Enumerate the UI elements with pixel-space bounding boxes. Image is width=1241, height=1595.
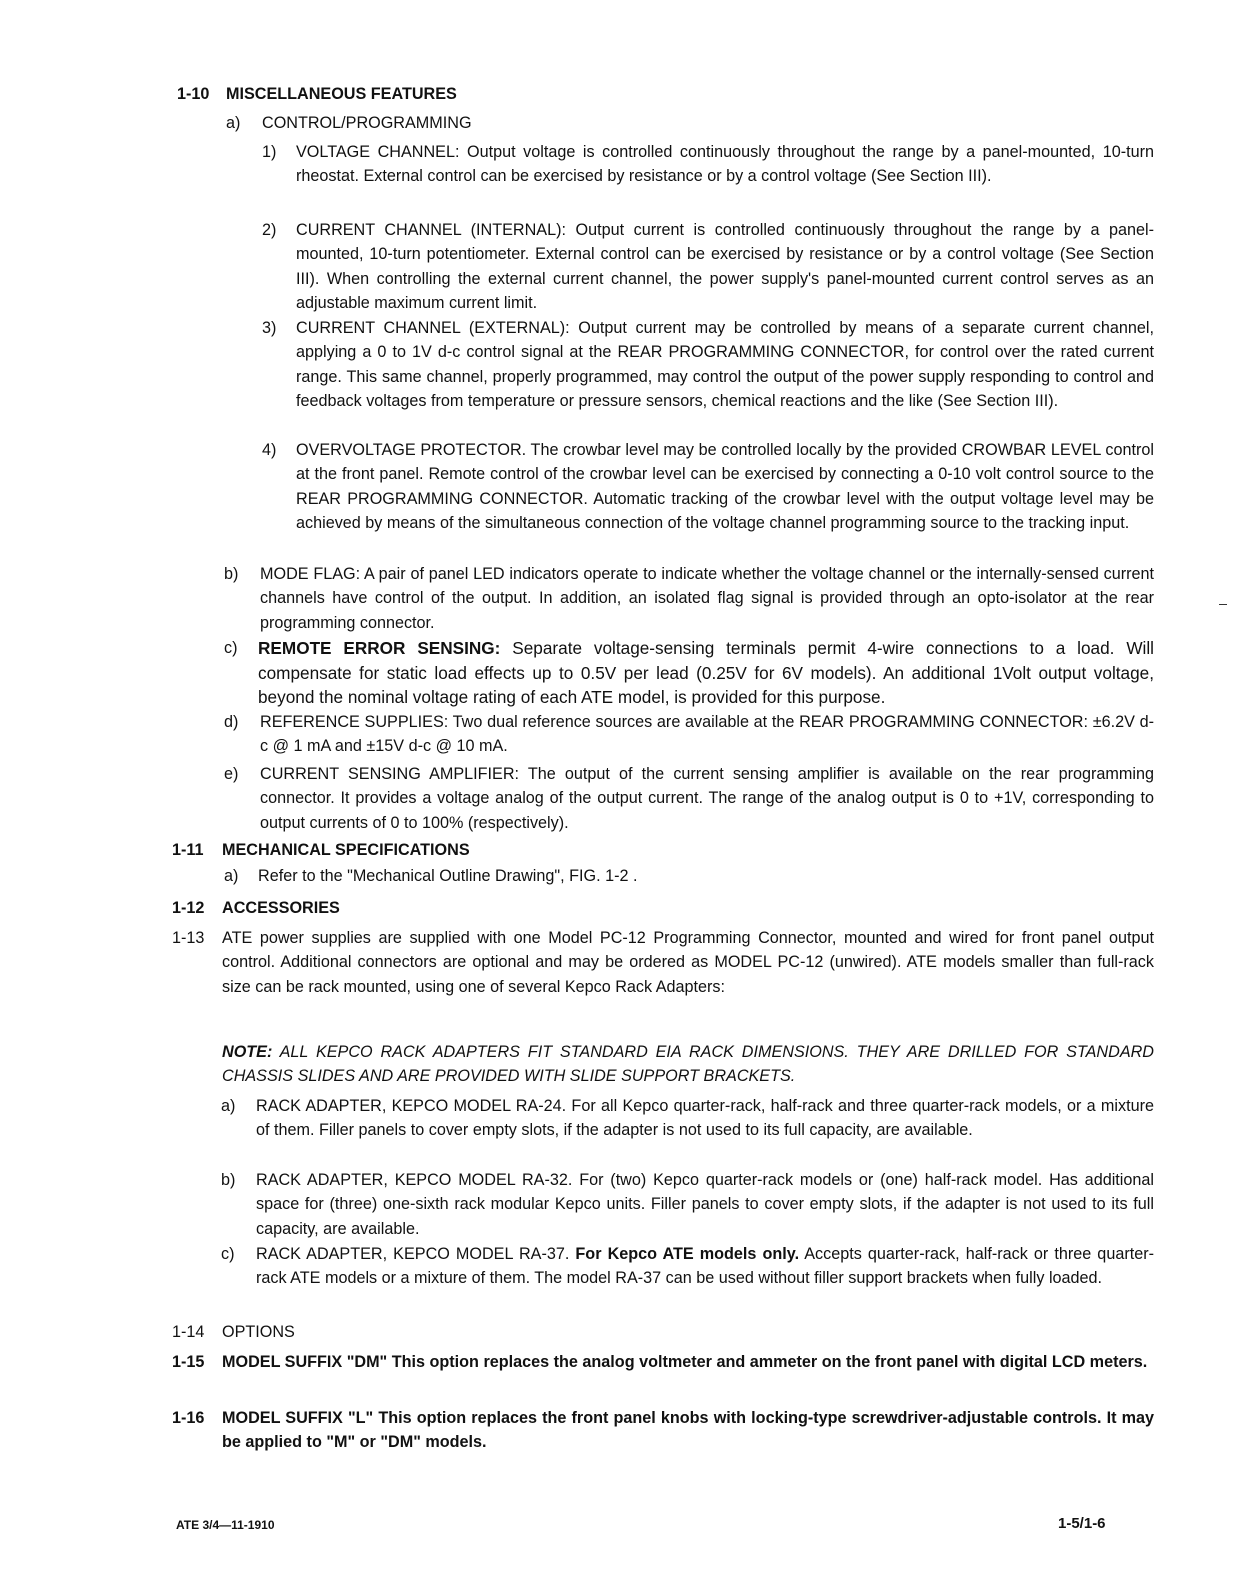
ra-37-intro: RACK ADAPTER, KEPCO MODEL RA-37. [256,1245,576,1263]
item-label: 3) [262,319,277,337]
item-label: b) [224,565,239,583]
section-title-mechanical-specifications: MECHANICAL SPECIFICATIONS [222,841,470,859]
section-number-1-14: 1-14 [172,1323,205,1341]
item-label: e) [224,765,239,783]
section-title-options: OPTIONS [222,1323,295,1341]
paragraph-current-sensing-amplifier: CURRENT SENSING AMPLIFIER: The output of the current sensing amplifier is available on the rear programming connector. It provides a voltage analog of the output current. The range of the analog output is 0 to +1V, corresponding to output currents of 0 to 100% (respectively). [260,765,1154,832]
note-rack-adapters [222,1040,1154,1089]
section-title-accessories: ACCESSORIES [222,899,340,917]
paragraph-current-channel-internal: CURRENT CHANNEL (INTERNAL): Output current is controlled continuously throughout the range by a panel-mounted, 10-turn potentiometer. External control can be exercised by resistance or by a control voltage (See Section III). When controlling the external current channel, the power supply's panel-mounted current control serves as an adjustable maximum current limit. [296,221,1154,313]
section-number-1-15: 1-15 [172,1353,205,1371]
item-label: a) [224,867,239,885]
paragraph-ra-37 [256,1242,1154,1291]
item-label: 2) [262,221,277,239]
paragraph-mode-flag: MODE FLAG: A pair of panel LED indicators operate to indicate whether the voltage channel or the internally-sensed current channels have control of the output. In addition, an isolated flag signal is provided through an opto-isolator at the rear programming connector. [260,565,1154,632]
item-label: 1) [262,143,277,161]
remote-error-sensing-text: Separate voltage-sensing terminals permit 4-wire connections to a load. Will compensate for static load effects up to 0.5V per lead (0.25V for 6V models). An additional 1Volt output voltage, beyond the nominal voltage rating of each ATE model, is provided for this purpose. [258,638,1154,708]
paragraph-remote-error-sensing [258,636,1154,710]
ra-37-bold: For Kepco ATE models only. [575,1245,800,1263]
paragraph-voltage-channel: VOLTAGE CHANNEL: Output voltage is controlled continuously throughout the range by a panel-mounted, 10-turn rheostat. External control can be exercised by resistance or by a control voltage (See Section III). [296,143,1154,186]
paragraph-overvoltage-protector: OVERVOLTAGE PROTECTOR. The crowbar level may be controlled locally by the provided CROWBAR LEVEL control at the front panel. Remote control of the crowbar level can be exercised by connecting a 0-10 volt control source to the REAR PROGRAMMING CONNECTOR. Automatic tracking of the crowbar level with the output voltage level may be achieved by means of the simultaneous connection of the voltage channel programming source to the tracking input. [296,441,1154,533]
section-number-1-13: 1-13 [172,929,205,947]
item-label: c) [224,639,238,657]
paragraph-model-suffix-l: MODEL SUFFIX "L" This option replaces the front panel knobs with locking-type screwdriver-adjustable controls. It may be applied to "M" or "DM" models. [222,1409,1154,1452]
subsection-title-control-programming: CONTROL/PROGRAMMING [262,114,472,132]
paragraph-mechanical-outline: Refer to the "Mechanical Outline Drawing", FIG. 1-2 . [258,867,638,885]
item-label: b) [221,1171,236,1189]
section-number-1-10: 1-10 [177,85,210,103]
footer-page-number: 1-5/1-6 [1058,1515,1106,1532]
ra-37-rest: Accepts quarter-rack, half-rack or three quarter-rack ATE models or a mixture of them. The model RA-37 can be used without filler support brackets when fully loaded. [256,1245,1154,1288]
item-label: c) [221,1245,235,1263]
item-label: a) [226,114,241,132]
remote-error-sensing-heading: REMOTE ERROR SENSING: [258,638,501,658]
paragraph-current-channel-external: CURRENT CHANNEL (EXTERNAL): Output current may be controlled by means of a separate current channel, applying a 0 to 1V d-c control signal at the REAR PROGRAMMING CONNECTOR, for control over the rated current range. This same channel, properly programmed, may control the output of the power supply responding to control and feedback voltages from temperature or pressure sensors, chemical reactions and the like (See Section III). [296,319,1154,411]
paragraph-reference-supplies: REFERENCE SUPPLIES: Two dual reference sources are available at the REAR PROGRAMMING CONNECTOR: ±6.2V d-c @ 1 mA and ±15V d-c @ 10 mA. [260,713,1154,756]
footer-document-id: ATE 3/4—11-1910 [176,1518,275,1532]
paragraph-accessories-intro: ATE power supplies are supplied with one Model PC-12 Programming Connector, mounted and wired for front panel output control. Additional connectors are optional and may be ordered as MODEL PC-12 (unwired). ATE models smaller than full-rack size can be rack mounted, using one of several Kepco Rack Adapters: [222,929,1154,996]
section-number-1-16: 1-16 [172,1409,205,1427]
paragraph-model-suffix-dm: MODEL SUFFIX "DM" This option replaces the analog voltmeter and ammeter on the front panel with digital LCD meters. [222,1353,1148,1371]
section-number-1-11: 1-11 [172,841,204,859]
note-label: NOTE: [222,1043,273,1061]
paragraph-ra-24: RACK ADAPTER, KEPCO MODEL RA-24. For all Kepco quarter-rack, half-rack and three quarter-rack models, or a mixture of them. Filler panels to cover empty slots, if the adapter is not used to its full capacity, are available. [256,1097,1154,1140]
item-label: d) [224,713,239,731]
paragraph-ra-32: RACK ADAPTER, KEPCO MODEL RA-32. For (two) Kepco quarter-rack models or (one) half-rack model. Has additional space for (three) one-sixth rack modular Kepco units. Filler panels to cover empty slots, if the adapter is not used to its full capacity, are available. [256,1171,1154,1238]
item-label: a) [221,1097,236,1115]
margin-mark [1219,604,1227,605]
section-number-1-12: 1-12 [172,899,205,917]
item-label: 4) [262,441,277,459]
note-text: ALL KEPCO RACK ADAPTERS FIT STANDARD EIA RACK DIMENSIONS. THEY ARE DRILLED FOR STANDARD CHASSIS SLIDES AND ARE PROVIDED WITH SLIDE SUPPORT BRACKETS. [222,1043,1154,1086]
section-title-misc-features: MISCELLANEOUS FEATURES [226,85,457,103]
